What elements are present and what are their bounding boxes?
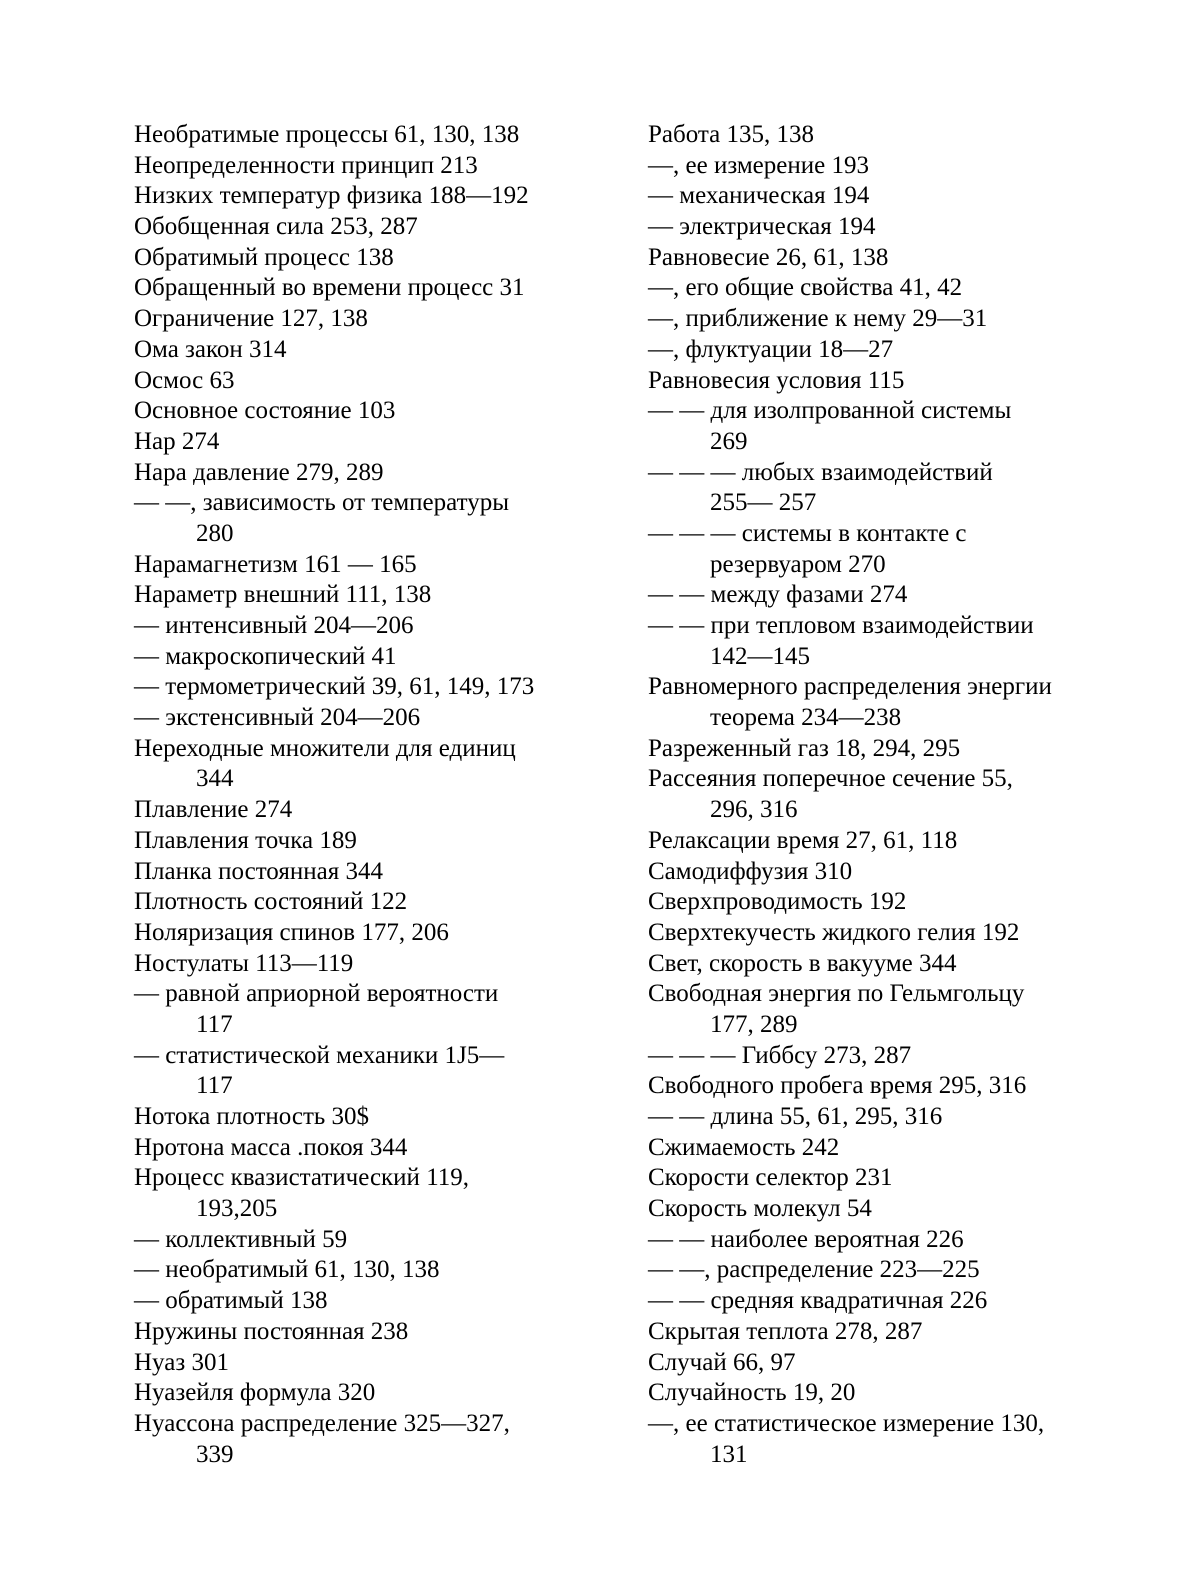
index-entry: Равновесие 26, 61, 138	[648, 243, 889, 271]
index-entry-continuation: 339	[196, 1440, 234, 1468]
index-entry: Скорости селектор 231	[648, 1164, 893, 1192]
index-entry: Основное состояние 103	[134, 397, 396, 425]
index-entry: Скрытая теплота 278, 287	[648, 1317, 923, 1345]
index-entry: Нроцесс квазистатический 119,	[134, 1164, 470, 1192]
index-entry-continuation: 177, 289	[710, 1010, 798, 1038]
index-entry: — —, распределение 223—225	[648, 1256, 980, 1284]
index-entry: Плавление 274	[134, 796, 293, 824]
index-entry: Нар 274	[134, 427, 220, 455]
index-entry: Случайность 19, 20	[648, 1379, 856, 1407]
index-entry: Скорость молекул 54	[648, 1195, 872, 1223]
index-entry: — механическая 194	[648, 182, 870, 210]
index-entry-continuation: 117	[196, 1072, 233, 1100]
index-entry: Свободная энергия по Гельмгольцу	[648, 980, 1025, 1008]
index-entry: — обратимый 138	[134, 1287, 328, 1315]
index-entry: — — — системы в контакте с	[648, 519, 967, 547]
index-column-right	[648, 120, 1118, 1470]
index-entry: —, его общие свойства 41, 42	[648, 274, 963, 302]
index-entry-continuation: 117	[196, 1010, 233, 1038]
index-entry: Свободного пробега время 295, 316	[648, 1072, 1027, 1100]
index-entry-continuation: 280	[196, 519, 234, 547]
index-entry: Ограничение 127, 138	[134, 305, 368, 333]
index-entry: Плавления точка 189	[134, 826, 357, 854]
index-entry: — — средняя квадратичная 226	[648, 1287, 988, 1315]
index-entry: Планка постоянная 344	[134, 857, 383, 885]
index-entry: Самодиффузия 310	[648, 857, 853, 885]
index-entry: Нара давление 279, 289	[134, 458, 384, 486]
index-entry: — необратимый 61, 130, 138	[134, 1256, 440, 1284]
index-entry: — — при тепловом взаимодействии	[648, 612, 1034, 639]
index-entry: Нуаз 301	[134, 1348, 229, 1376]
index-entry-continuation: 193,205	[196, 1195, 278, 1223]
index-entry-continuation: 269	[710, 427, 748, 455]
index-column-left	[134, 120, 604, 1470]
index-entry: — статистической механики 1J5—	[134, 1041, 505, 1069]
index-entry: Обобщенная сила 253, 287	[134, 213, 418, 241]
index-entry: — коллективный 59	[134, 1225, 348, 1253]
index-entry: Свет, скорость в вакууме 344	[648, 949, 957, 977]
index-entry: Сверхтекучесть жидкого гелия 192	[648, 918, 1020, 946]
index-entry: — — между фазами 274	[648, 581, 908, 609]
index-entry: Низких температур физика 188—192	[134, 182, 529, 210]
index-entry: Ноляризация спинов 177, 206	[134, 918, 449, 946]
index-entry: Нереходные множители для единиц	[134, 734, 516, 762]
index-entry: Нуассона распределение 325—327,	[134, 1409, 510, 1437]
index-entry-continuation: 296, 316	[710, 796, 798, 824]
index-entry: Неопределенности принцип 213	[134, 151, 478, 179]
index-entry: Обращенный во времени процесс 31	[134, 274, 525, 302]
index-entry-continuation: 131	[710, 1440, 748, 1468]
index-entry: Сжимаемость 242	[648, 1133, 840, 1161]
index-entry: Осмос 63	[134, 366, 235, 394]
index-entry: Разреженный газ 18, 294, 295	[648, 734, 961, 762]
index-entry: Нружины постоянная 238	[134, 1317, 409, 1345]
index-entry: — термометрический 39, 61, 149, 173	[134, 673, 535, 701]
index-entry: Нараметр внешний 111, 138	[134, 581, 432, 609]
index-entry: Случай 66, 97	[648, 1348, 796, 1376]
index-entry: Ностулаты 113—119	[134, 949, 354, 977]
index-entry-continuation: резервуаром 270	[710, 550, 886, 578]
index-entry: —, ее измерение 193	[648, 151, 869, 179]
index-entry-continuation: 142—145	[710, 642, 810, 670]
index-entry: Ома закон 314	[134, 335, 287, 363]
index-entry: — — длина 55, 61, 295, 316	[648, 1103, 943, 1130]
index-entry: — электрическая 194	[648, 213, 876, 241]
index-entry: Нуазейля формула 320	[134, 1379, 376, 1407]
index-entry: — равной априорной вероятности	[134, 980, 499, 1008]
index-entry-continuation: 255— 257	[710, 489, 817, 517]
index-entry: Релаксации время 27, 61, 118	[648, 826, 958, 854]
index-entry: Обратимый процесс 138	[134, 243, 394, 271]
index-entry: Работа 135, 138	[648, 121, 814, 148]
index-entry: — — — Гиббсу 273, 287	[648, 1041, 912, 1069]
index-entry-continuation: 344	[196, 765, 234, 793]
index-entry: — — для изолпрованной системы	[648, 397, 1012, 425]
index-entry: Сверхпроводимость 192	[648, 888, 907, 916]
index-entry: Равновесия условия 115	[648, 366, 905, 394]
index-entry: — интенсивный 204—206	[134, 612, 414, 639]
index-entry: Нотока плотность 30$	[134, 1103, 370, 1130]
index-entry: — макроскопический 41	[134, 642, 397, 670]
index-entry: Плотность состояний 122	[134, 888, 408, 916]
index-entry: Необратимые процессы 61, 130, 138	[134, 121, 520, 148]
index-entry: —, ее статистическое измерение 130,	[648, 1409, 1045, 1437]
index-entry: — — — любых взаимодействий	[648, 458, 993, 486]
index-entry: — экстенсивный 204—206	[134, 704, 421, 732]
index-entry: — — наиболее вероятная 226	[648, 1225, 964, 1253]
index-entry: Нротона масса .покоя 344	[134, 1133, 408, 1161]
index-entry: —, приближение к нему 29—31	[648, 305, 988, 333]
index-entry-continuation: теорема 234—238	[710, 704, 902, 732]
index-entry: Рассеяния поперечное сечение 55,	[648, 765, 1013, 793]
index-entry: Равномерного распределения энергии	[648, 673, 1052, 701]
index-entry: —, флуктуации 18—27	[648, 335, 894, 363]
index-entry: Нарамагнетизм 161 — 165	[134, 550, 417, 578]
index-entry: — —, зависимость от температуры	[134, 489, 509, 517]
